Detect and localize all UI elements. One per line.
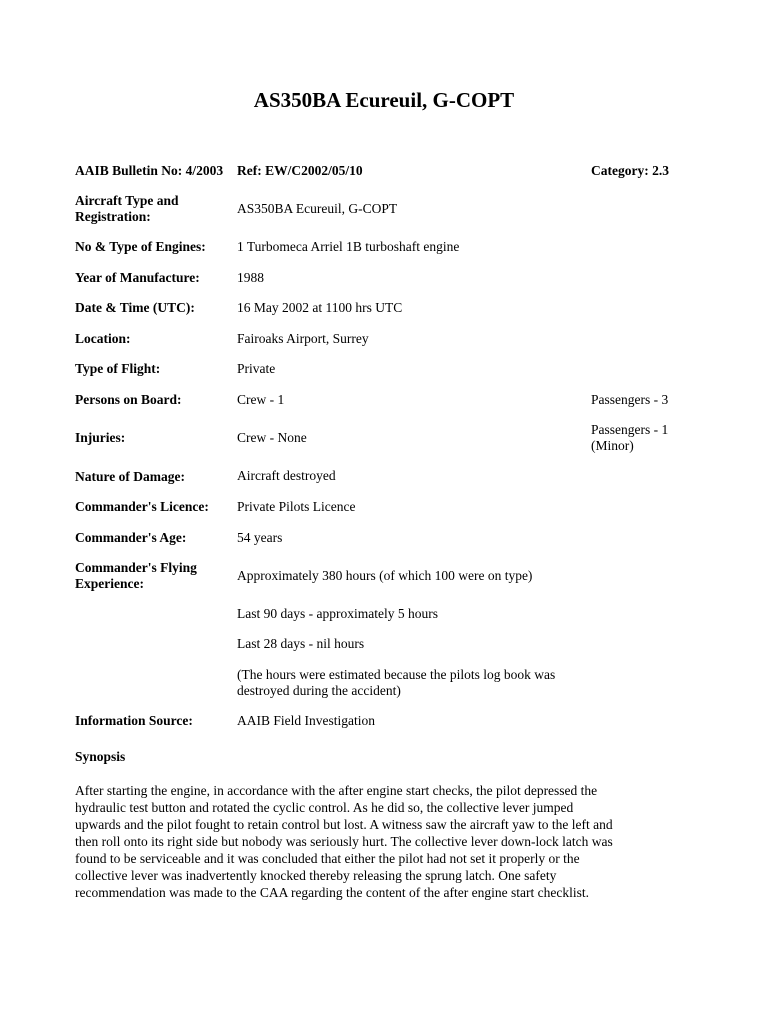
date-label: Date & Time (UTC): — [75, 300, 195, 315]
reference-number: Ref: EW/C2002/05/10 — [237, 163, 363, 178]
page-title: AS350BA Ecureuil, G-COPT — [253, 88, 515, 112]
registration-label: Registration: — [75, 209, 151, 224]
synopsis-line: then roll onto its right side but nobody was seriously hurt. The collective lever down-lock latch was — [75, 834, 613, 849]
aircraft-type-label: Aircraft Type and — [75, 193, 179, 208]
aircraft-type-value: AS350BA Ecureuil, G-COPT — [237, 201, 398, 216]
experience-note-cont: destroyed during the accident) — [237, 683, 401, 698]
licence-value: Private Pilots Licence — [237, 499, 356, 514]
experience-label-cont: Experience: — [75, 576, 144, 591]
date-value: 16 May 2002 at 1100 hrs UTC — [237, 300, 403, 315]
injuries-label: Injuries: — [75, 430, 126, 445]
year-value: 1988 — [237, 270, 264, 285]
age-value: 54 years — [237, 530, 283, 545]
experience-total: Approximately 380 hours (of which 100 were on type) — [237, 568, 533, 583]
location-value: Fairoaks Airport, Surrey — [237, 331, 369, 346]
engines-label: No & Type of Engines: — [75, 239, 206, 254]
category: Category: 2.3 — [591, 163, 669, 178]
synopsis-line: recommendation was made to the CAA regarding the content of the after engine start checklist. — [75, 885, 589, 900]
engines-value: 1 Turbomeca Arriel 1B turboshaft engine — [237, 239, 460, 254]
persons-passengers: Passengers - 3 — [591, 392, 669, 407]
flight-type-label: Type of Flight: — [75, 361, 161, 376]
licence-label: Commander's Licence: — [75, 499, 209, 514]
bulletin-number: AAIB Bulletin No: 4/2003 — [75, 163, 224, 178]
experience-note: (The hours were estimated because the pilots log book was — [237, 667, 556, 682]
experience-label: Commander's Flying — [75, 560, 197, 575]
flight-type-value: Private — [237, 361, 276, 376]
injuries-passengers-note: (Minor) — [591, 438, 634, 453]
synopsis-line: upwards and the pilot fought to retain control but lost. A witness saw the aircraft yaw to the left and — [75, 817, 613, 832]
year-label: Year of Manufacture: — [75, 270, 200, 285]
synopsis-line: found to be serviceable and it was concluded that either the pilot had not set it properly or the — [75, 851, 580, 866]
synopsis-text — [75, 782, 705, 901]
synopsis-heading: Synopsis — [75, 749, 126, 764]
synopsis-line: After starting the engine, in accordance with the after engine start checks, the pilot depressed the — [75, 783, 598, 798]
location-label: Location: — [75, 331, 131, 346]
experience-90-days: Last 90 days - approximately 5 hours — [237, 606, 438, 621]
persons-label: Persons on Board: — [75, 392, 182, 407]
age-label: Commander's Age: — [75, 530, 187, 545]
synopsis-line: hydraulic test button and rotated the cyclic control. As he did so, the collective lever jumped — [75, 800, 574, 815]
damage-value: Aircraft destroyed — [237, 468, 336, 483]
synopsis-line: collective lever was inadvertently knocked thereby releasing the sprung latch. One safety — [75, 868, 557, 883]
experience-28-days: Last 28 days - nil hours — [237, 636, 365, 651]
injuries-crew: Crew - None — [237, 430, 307, 445]
persons-crew: Crew - 1 — [237, 392, 285, 407]
damage-label: Nature of Damage: — [75, 469, 185, 484]
source-value: AAIB Field Investigation — [237, 713, 375, 728]
injuries-passengers: Passengers - 1 — [591, 422, 669, 437]
source-label: Information Source: — [75, 713, 193, 728]
